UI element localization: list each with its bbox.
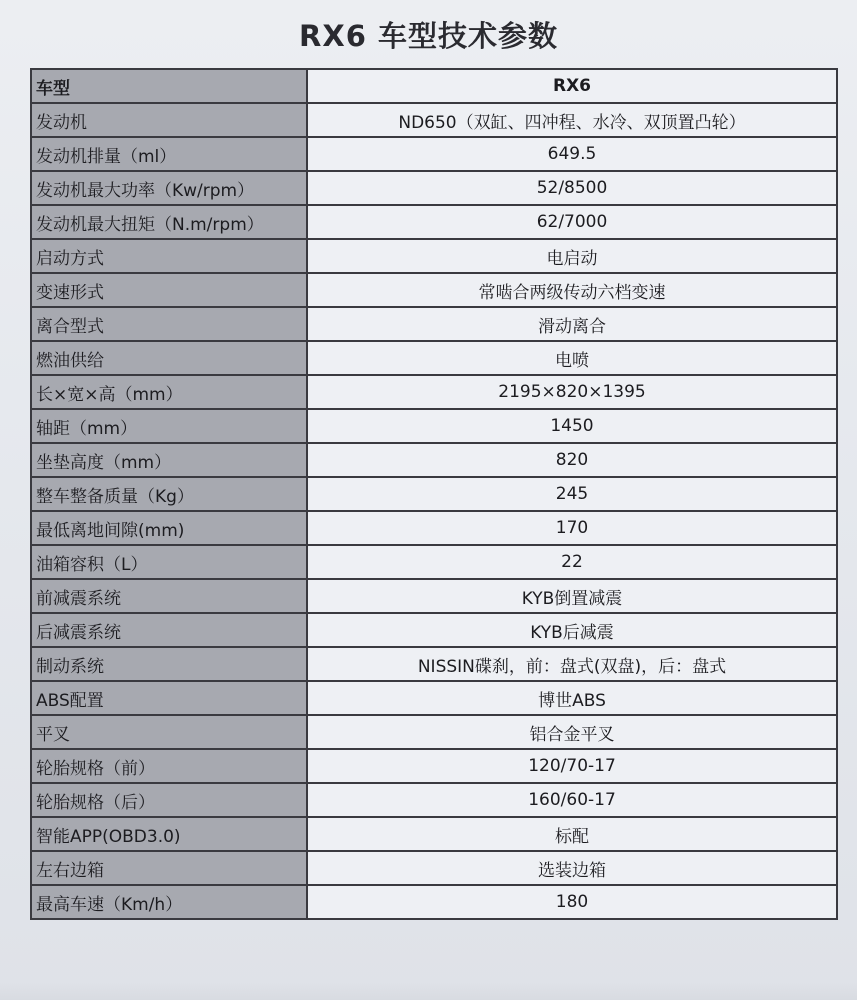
- spec-value-cell: ND650（双缸、四冲程、水冷、双顶置凸轮）: [307, 103, 837, 137]
- spec-value-cell: 1450: [307, 409, 837, 443]
- spec-value-cell: 120/70-17: [307, 749, 837, 783]
- spec-label-cell: 制动系统: [31, 647, 307, 681]
- document-title: RX6 车型技术参数: [299, 19, 558, 53]
- spec-value-cell: 选装边箱: [307, 851, 837, 885]
- table-header-row: [31, 69, 837, 103]
- spec-label-cell: 发动机排量（ml）: [31, 137, 307, 171]
- spec-label-cell: 智能APP(OBD3.0): [31, 817, 307, 851]
- table-row: [31, 205, 837, 239]
- table-row: [31, 103, 837, 137]
- spec-label-cell: 最低离地间隙(mm): [31, 511, 307, 545]
- spec-label-cell: 离合型式: [31, 307, 307, 341]
- spec-label-cell: 最高车速（Km/h）: [31, 885, 307, 919]
- spec-label-cell: 轮胎规格（后）: [31, 783, 307, 817]
- table-row: [31, 409, 837, 443]
- table-row: [31, 783, 837, 817]
- spec-label-cell: 后减震系统: [31, 613, 307, 647]
- spec-value-cell: 常啮合两级传动六档变速: [307, 273, 837, 307]
- spec-value-cell: 170: [307, 511, 837, 545]
- spec-value-cell: 180: [307, 885, 837, 919]
- spec-value-cell: 标配: [307, 817, 837, 851]
- table-row: [31, 375, 837, 409]
- spec-value-cell: 22: [307, 545, 837, 579]
- spec-value-cell: 160/60-17: [307, 783, 837, 817]
- spec-table-body: [31, 69, 837, 919]
- table-row: [31, 477, 837, 511]
- spec-label-cell: 发动机最大功率（Kw/rpm）: [31, 171, 307, 205]
- spec-label-cell: ABS配置: [31, 681, 307, 715]
- spec-value-cell: 245: [307, 477, 837, 511]
- table-row: [31, 137, 837, 171]
- table-row: [31, 273, 837, 307]
- spec-value-cell: 62/7000: [307, 205, 837, 239]
- table-row: [31, 307, 837, 341]
- spec-value-cell: NISSIN碟刹，前：盘式(双盘)，后：盘式: [307, 647, 837, 681]
- spec-label-cell: 整车整备质量（Kg）: [31, 477, 307, 511]
- table-row: [31, 511, 837, 545]
- spec-table: [30, 68, 838, 920]
- spec-label-cell: 坐垫高度（mm）: [31, 443, 307, 477]
- spec-label-cell: 启动方式: [31, 239, 307, 273]
- table-row: [31, 171, 837, 205]
- table-row: [31, 341, 837, 375]
- spec-label-cell: 左右边箱: [31, 851, 307, 885]
- table-row: [31, 545, 837, 579]
- spec-value-cell: 649.5: [307, 137, 837, 171]
- spec-label-cell: 轴距（mm）: [31, 409, 307, 443]
- table-row: [31, 749, 837, 783]
- table-row: [31, 647, 837, 681]
- table-row: [31, 443, 837, 477]
- spec-label-cell: 前减震系统: [31, 579, 307, 613]
- header-value-cell: RX6: [307, 69, 837, 103]
- spec-value-cell: 52/8500: [307, 171, 837, 205]
- page-bottom-edge: [0, 982, 857, 1000]
- spec-label-cell: 变速形式: [31, 273, 307, 307]
- spec-label-cell: 发动机: [31, 103, 307, 137]
- spec-value-cell: 2195×820×1395: [307, 375, 837, 409]
- spec-value-cell: KYB后减震: [307, 613, 837, 647]
- table-row: [31, 681, 837, 715]
- spec-label-cell: 油箱容积（L）: [31, 545, 307, 579]
- spec-label-cell: 轮胎规格（前）: [31, 749, 307, 783]
- table-row: [31, 239, 837, 273]
- spec-value-cell: 滑动离合: [307, 307, 837, 341]
- table-row: [31, 613, 837, 647]
- spec-label-cell: 燃油供给: [31, 341, 307, 375]
- spec-value-cell: 电喷: [307, 341, 837, 375]
- spec-value-cell: KYB倒置减震: [307, 579, 837, 613]
- spec-label-cell: 平叉: [31, 715, 307, 749]
- spec-label-cell: 长×宽×高（mm）: [31, 375, 307, 409]
- spec-value-cell: 铝合金平叉: [307, 715, 837, 749]
- table-row: [31, 851, 837, 885]
- spec-value-cell: 820: [307, 443, 837, 477]
- table-row: [31, 579, 837, 613]
- table-row: [31, 715, 837, 749]
- header-label-cell: 车型: [31, 69, 307, 103]
- table-row: [31, 885, 837, 919]
- spec-label-cell: 发动机最大扭矩（N.m/rpm）: [31, 205, 307, 239]
- table-row: [31, 817, 837, 851]
- spec-value-cell: 博世ABS: [307, 681, 837, 715]
- spec-value-cell: 电启动: [307, 239, 837, 273]
